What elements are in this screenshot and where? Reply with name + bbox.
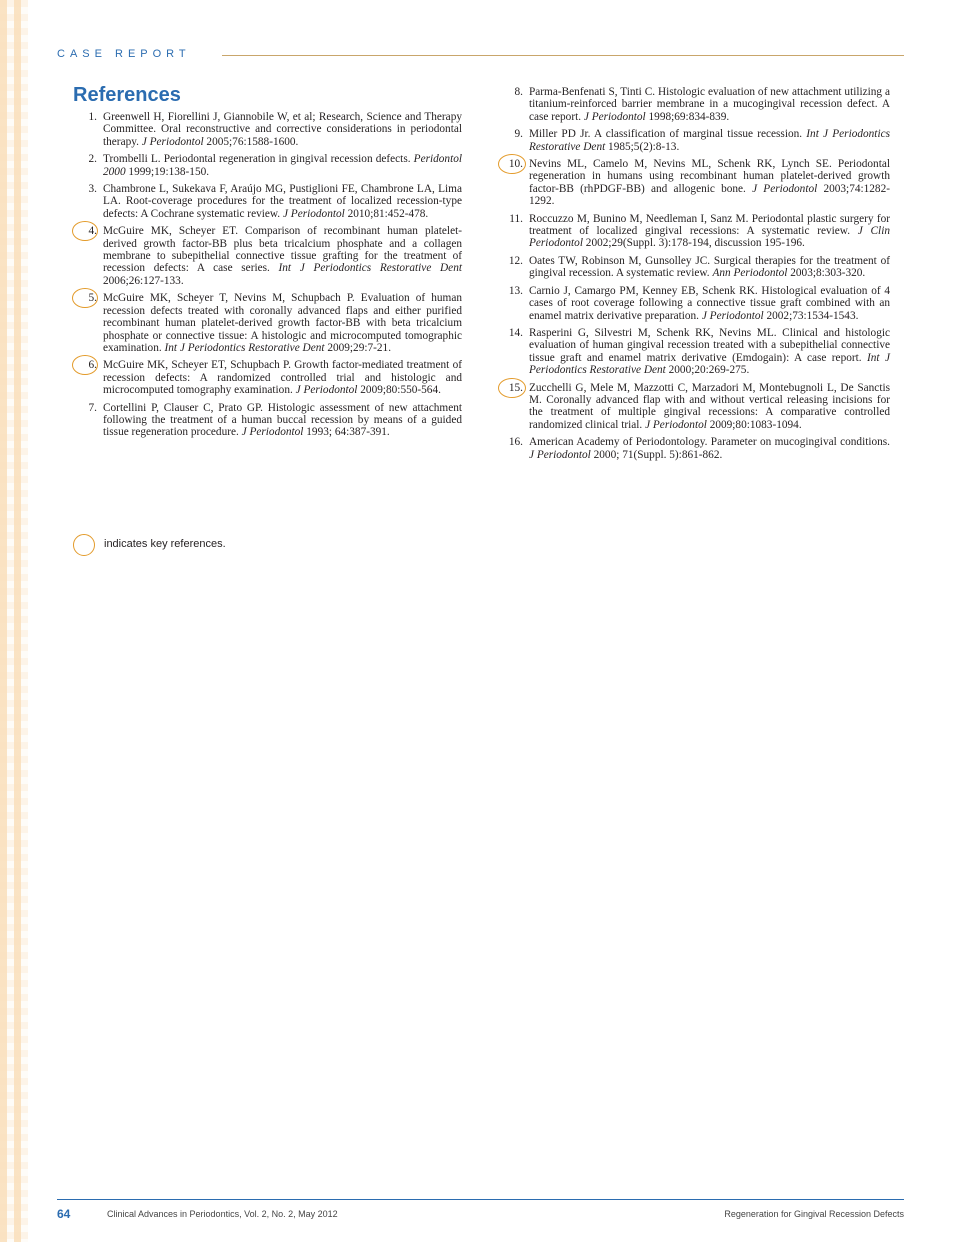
reference-segment: 2003;74:1282-1292. (529, 182, 890, 208)
decorative-edge-pattern (0, 0, 28, 1242)
journal-name: J Periodontol (752, 182, 818, 195)
reference-segment: McGuire MK, Scheyer T, Nevins M, Schupbach P. Evaluation of human recession defects treated with coronally advanced flaps and either purified recombinant human platelet-derived growth factor-BB with beta tricalcium phosphate or connective tissue: A histologic and microcomputed tomographic examination. (103, 292, 462, 354)
reference-number: 5. (88, 292, 97, 305)
key-reference-circle-icon (498, 378, 526, 398)
journal-name: J Periodontol (701, 309, 764, 322)
reference-text (529, 436, 890, 460)
reference-segment: 2009;80:1083-1094. (706, 418, 802, 431)
journal-name: J Periodontol (241, 426, 304, 439)
reference-segment: 2003;8:303-320. (787, 267, 866, 280)
reference-text (103, 359, 462, 396)
reference-number: 10. (508, 158, 523, 171)
journal-name: Int J Periodontics Restorative Dent (529, 351, 890, 377)
reference-text (103, 183, 462, 220)
reference-item (499, 382, 890, 432)
journal-name: Int J Periodontics Restorative Dent (529, 128, 890, 153)
page-number: 64 (57, 1207, 71, 1221)
reference-item (499, 285, 890, 322)
reference-segment: 2010;81:452-478. (344, 207, 429, 220)
reference-text (103, 225, 462, 287)
reference-segment: Nevins ML, Camelo M, Nevins ML, Schenk RK, Lynch SE. Periodontal regeneration in humans using recombinant human platelet-derived growth factor-BB (rhPDGF-BB) and allogenic bone. (529, 158, 890, 195)
reference-text (529, 285, 890, 322)
reference-item (73, 183, 462, 220)
reference-segment: 2009;80:550-564. (357, 384, 441, 397)
journal-name: J Periodontol (295, 384, 358, 397)
reference-segment: 1999;19:138-150. (125, 165, 210, 178)
reference-number: 6. (88, 359, 97, 372)
reference-number: 9. (514, 128, 523, 141)
reference-number: 12. (508, 254, 523, 267)
key-reference-legend: indicates key references. (104, 538, 226, 550)
journal-citation: Clinical Advances in Periodontics, Vol. 2, No. 2, May 2012 (107, 1209, 338, 1219)
reference-segment: 2000; 71(Suppl. 5):861-862. (590, 448, 723, 461)
reference-item (499, 327, 890, 377)
reference-number: 1. (88, 111, 97, 123)
reference-segment: Rasperini G, Silvestri M, Schenk RK, Nevins ML. Clinical and histologic evaluation of human gingival recession treated with a subepithelial connective tissue graft and enamel matrix derivative (Emdogain): A case report. (529, 326, 890, 364)
running-title: Regeneration for Gingival Recession Defects (724, 1209, 904, 1219)
reference-text (103, 153, 462, 177)
journal-name: J Periodontol (141, 135, 204, 148)
reference-number: 11. (509, 212, 523, 225)
journal-name: Ann Periodontol (712, 267, 788, 280)
reference-item (73, 111, 462, 148)
reference-item (73, 359, 462, 396)
reference-segment: Chambrone L, Sukekava F, Araújo MG, Pustiglioni FE, Chambrone LA, Lima LA. Root-coverage procedures for the treatment of localized recession-type defects: A Cochrane systematic review. (103, 183, 462, 220)
reference-segment: Miller PD Jr. A classification of marginal tissue recession. (529, 128, 807, 141)
reference-number: 4. (88, 225, 97, 238)
reference-text (103, 402, 462, 439)
reference-text (529, 255, 890, 279)
reference-segment: 1985;5(2):8-13. (605, 140, 680, 153)
key-reference-circle-icon (72, 221, 98, 241)
journal-name: Int J Periodontics Restorative Dent (164, 341, 325, 354)
reference-text (529, 327, 890, 376)
reference-text (529, 213, 890, 250)
reference-text (529, 382, 890, 431)
reference-segment: Roccuzzo M, Bunino M, Needleman I, Sanz M. Periodontal plastic surgery for treatment of localized gingival recessions: A systematic review. (529, 212, 890, 238)
reference-text (529, 128, 890, 152)
section-label: CASE REPORT (57, 48, 191, 60)
key-reference-circle-icon (498, 154, 526, 174)
journal-name: Peridontol 2000 (103, 153, 462, 178)
reference-segment: 2002;29(Suppl. 3):178-194, discussion 195-196. (582, 237, 805, 250)
reference-segment: 2005;76:1588-1600. (203, 135, 299, 148)
header-divider (222, 55, 904, 56)
key-reference-circle-icon (72, 355, 98, 375)
reference-segment: Carnio J, Camargo PM, Kenney EB, Schenk RK. Histological evaluation of 4 cases of root coverage following a connective tissue graft combined with an enamel matrix derivative preparation. (529, 284, 890, 322)
reference-segment: Trombelli L. Periodontal regeneration in gingival recession defects. (103, 153, 414, 166)
footer-divider (57, 1199, 904, 1200)
journal-name: J Clin Periodontol (529, 225, 890, 250)
reference-item (73, 292, 462, 354)
reference-number: 14. (508, 326, 523, 339)
reference-number: 16. (508, 436, 523, 449)
reference-segment: McGuire MK, Scheyer ET. Comparison of recombinant human platelet-derived growth factor-BB plus beta tricalcium phosphate and a collagen membrane to subepithelial connective tissue grafting for the treatment of recession defects: A case series. (103, 225, 462, 275)
key-reference-circle-icon (73, 534, 95, 556)
reference-segment: Zucchelli G, Mele M, Mazzotti C, Marzadori M, Montebugnoli L, De Sanctis M. Coronally advanced flap with and without vertical releasing incisions for the treatment of multiple gingival recessions: A comparative controlled randomized clinical trial. (529, 381, 890, 431)
journal-name: J Periodontol (645, 418, 707, 431)
journal-name: J Periodontol (529, 448, 591, 461)
reference-item (499, 436, 890, 461)
reference-text (529, 86, 890, 123)
reference-number: 8. (514, 86, 523, 98)
journal-name: Int J Periodontics Restorative Dent (278, 262, 462, 275)
reference-segment: 2006;26:127-133. (103, 274, 184, 287)
reference-segment: American Academy of Periodontology. Parameter on mucogingival conditions. (529, 436, 890, 449)
reference-text (529, 158, 890, 207)
reference-segment: 1998;69:834-839. (645, 110, 730, 123)
reference-segment: 2000;20:269-275. (665, 364, 750, 377)
reference-segment: 2002;73:1534-1543. (763, 309, 859, 322)
reference-text (103, 111, 462, 148)
reference-segment: Greenwell H, Fiorellini J, Giannobile W, et al; Research, Science and Therapy Committee. Oral reconstructive and corrective considerations in periodontal therapy. (103, 111, 462, 148)
reference-segment: 1993; 64:387-391. (303, 426, 390, 439)
references-list-left (73, 111, 462, 444)
reference-segment: Oates TW, Robinson M, Gunsolley JC. Surgical therapies for the treatment of gingival recession. A systematic review. (529, 254, 890, 280)
references-heading: References (73, 84, 181, 106)
reference-number: 15. (508, 381, 523, 394)
journal-name: J Periodontol (583, 110, 646, 123)
reference-segment: Cortellini P, Clauser C, Prato GP. Histologic assessment of new attachment following the treatment of a human buccal recession by means of a guided tissue regeneration procedure. (103, 401, 462, 439)
reference-item (73, 225, 462, 287)
reference-number: 13. (508, 284, 523, 297)
reference-item (499, 128, 890, 153)
journal-name: J Periodontol (282, 207, 345, 220)
reference-segment: McGuire MK, Scheyer ET, Schupbach P. Growth factor-mediated treatment of recession defects: A randomized controlled trial and histologic and microcomputed tomography examination. (103, 359, 462, 397)
reference-segment: Parma-Benfenati S, Tinti C. Histologic evaluation of new attachment utilizing a titanium-reinforced barrier membrane in a mucogingival recession defect. A case report. (529, 86, 890, 123)
reference-segment: 2009;29:7-21. (324, 341, 392, 354)
reference-number: 7. (88, 401, 97, 414)
reference-item (499, 86, 890, 123)
reference-number: 3. (88, 183, 97, 196)
reference-item (499, 255, 890, 280)
reference-item (499, 158, 890, 208)
reference-item (499, 213, 890, 250)
reference-item (73, 402, 462, 439)
reference-item (73, 153, 462, 178)
references-list-right (499, 86, 890, 466)
reference-number: 2. (88, 153, 97, 166)
key-reference-circle-icon (72, 288, 98, 308)
reference-text (103, 292, 462, 354)
